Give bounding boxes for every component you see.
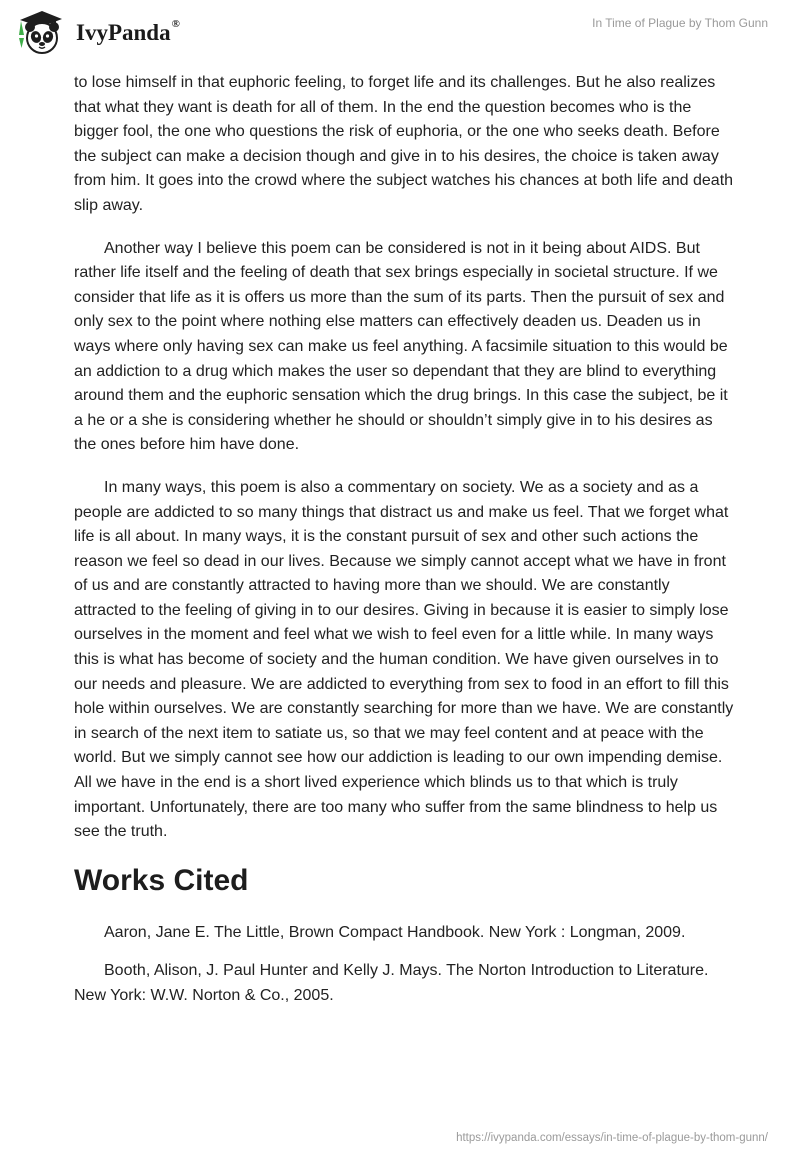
body-paragraph: In many ways, this poem is also a commentary on society. We as a society and as a people are addicted to so many things that distract us and make us feel. That we forget what life is all about. In many ways, it is the constant pursuit of sex and other such actions the reason we feel so dead in our lives. Because we simply cannot accept what we have in front of us and are constantly attracted to having more than we should. We are constantly attracted to the feeling of giving in to our desires. Giving in because it is easier to simply lose ourselves in the moment and feel what we wish to feel even for a little while. In many ways this is what has become of society and the human condition. We have given ourselves in to our needs and pleasure. We are addicted to everything from sex to food in an effort to fill this hole within ourselves. We are constantly searching for more than we have. We are constantly in search of the next item to satiate us, so that we may feel content and at peace with the world. But we simply cannot see how our addiction is leading to our own impending demise. All we have in the end is a short lived experience which blinds us to that which is truly important. Unfortunately, there are too many who suffer from the same blindness to help us see the truth. <box>74 478 734 841</box>
essay-content <box>74 71 734 1023</box>
citation-entry: Aaron, Jane E. The Little, Brown Compact Handbook. New York : Longman, 2009. <box>104 923 686 941</box>
document-title: In Time of Plague by Thom Gunn <box>592 16 768 30</box>
brand-name: IvyPanda® <box>76 18 180 45</box>
body-paragraph: Another way I believe this poem can be considered is not in it being about AIDS. But rather life itself and the feeling of death that sex brings especially in societal structure. If we consider that life as it is offers us more than the sum of its parts. Then the pursuit of sex and only sex to the point where nothing else matters can effectively deaden us. Deaden us in ways where only having sex can make us feel anything. A facsimile situation to this would be an addiction to a drug which makes the user so dependant that they are blind to everything around them and the euphoric sensation which the drug brings. In this case the subject, be it a he or a she is considering whether he should or shouldn’t simply give in to his desires as the ones before him have done. <box>74 239 728 454</box>
ivypanda-logo[interactable] <box>16 8 206 56</box>
page-header <box>0 0 800 70</box>
works-cited-heading: Works Cited <box>74 863 249 897</box>
source-url[interactable]: https://ivypanda.com/essays/in-time-of-plague-by-thom-gunn/ <box>456 1132 768 1144</box>
panda-graduate-icon <box>16 8 64 56</box>
citation-entry: Booth, Alison, J. Paul Hunter and Kelly J. Mays. The Norton Introduction to Literature. New York: W.W. Norton & Co., 2005. <box>74 962 709 1004</box>
registered-mark: ® <box>171 18 180 30</box>
body-paragraph: to lose himself in that euphoric feeling, to forget life and its challenges. But he also realizes that what they want is death for all of them. In the end the question becomes who is the bigger fool, the one who questions the risk of euphoria, or the one who seeks death. Before the subject can make a decision though and give in to his desires, the choice is taken away from him. It goes into the crowd where the subject watches his chances at both life and death slip away. <box>74 74 734 214</box>
